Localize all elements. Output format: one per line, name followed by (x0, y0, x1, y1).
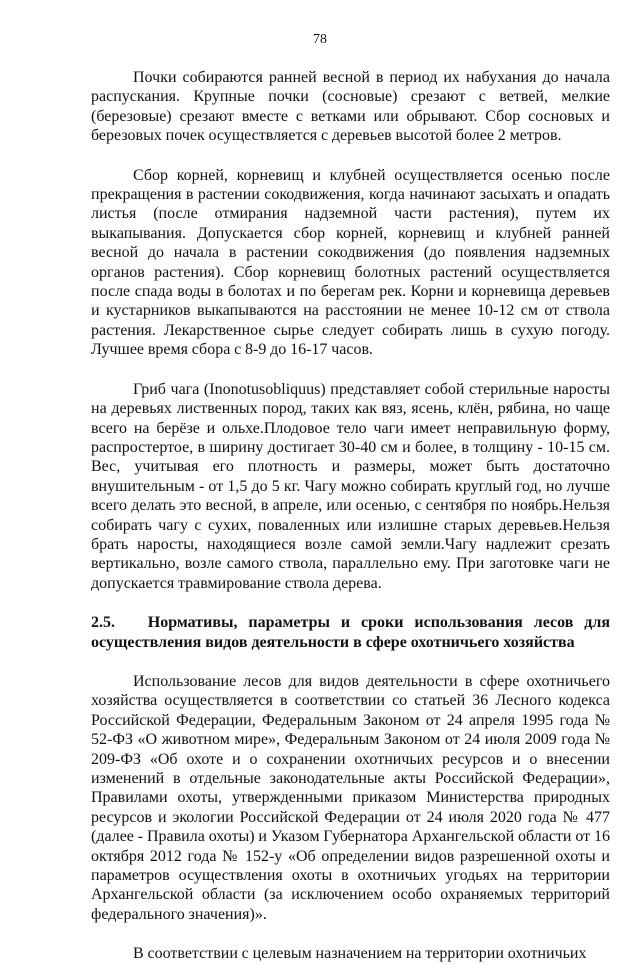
paragraph-hunting-legislation: Использование лесов для видов деятельности в сфере охотничьего хозяйства осуществляется в соответствии со статьей 36 Лесного кодекса Российской Федерации, Федеральным Законом от 24 апреля 1995 года № 52-ФЗ «О животном мире», Федеральным Законом от 24 июля 2009 года № 209-ФЗ «Об охоте и о сохранении охотничьих ресурсов и о внесении изменений в отдельные законодательные акты Российской Федерации», Правилами охоты, утвержденными приказом Министерства природных ресурсов и экологии Российской Федерации от 24 июля 2020 года № 477 (далее - Правила охоты) и Указом Губернатора Архангельской области от 16 октября 2012 года № 152-у «Об определении видов разрешенной охоты и параметров осуществления охоты в охотничьих угодьях на территории Архангельской области (за исключением особо охраняемых территорий федерального значения)». (91, 672, 610, 923)
section-heading (91, 613, 610, 652)
paragraph-chaga-collection: Гриб чага (Inonotusobliquus) представляет собой стерильные наросты на деревьях лиственных пород, таких как вяз, ясень, клён, рябина, но чаще всего на берёзе и ольхе.Плодовое тело чаги имеет неправильную форму, распростертое, в ширину достигает 30-40 см и более, в толщину - 10-15 см. Вес, учитывая его плотность и размеры, может быть достаточно внушительным - от 1,5 до 5 кг. Чагу можно собирать круглый год, но лучше всего делать это весной, в апреле, или осенью, с сентября по ноябрь.Нельзя собирать чагу с сухих, поваленных или излишне старых деревьев.Нельзя брать наросты, находящиеся возле самой земли.Чагу надлежит срезать вертикально, возле самого ствола, параллельно ему. При заготовке чаги не допускается травмирование ствола дерева. (91, 380, 610, 592)
section-title: Нормативы, параметры и сроки использования лесов для осуществления видов деятельности в сфере охотничьего хозяйства (91, 614, 611, 651)
section-number: 2.5. (91, 614, 115, 632)
paragraph-buds-collection: Почки собираются ранней весной в период их набухания до начала распускания. Крупные почки (сосновые) срезают с ветвей, мелкие (березовые) срезают вместе с ветками или обрывают. Сбор сосновых и березовых почек осуществляется с деревьев высотой более 2 метров. (91, 69, 610, 145)
paragraph-hunting-purpose: В соответствии с целевым назначением на территории охотничьих (133, 945, 587, 963)
paragraph-roots-collection: Сбор корней, корневищ и клубней осуществляется осенью после прекращения в растении сокодвижения, когда начинают засыхать и опадать листья (после отмирания надземной части растения), путем их выкапывания. Допускается сбор корней, корневищ и клубней ранней весной до начала в растении сокодвижения (до появления надземных органов растения). Сбор корневищ болотных растений осуществляется после спада воды в болотах и по берегам рек. Корни и корневища деревьев и кустарников выкапываются на расстоянии не менее 10-12 см от ствола растения. Лекарственное сырье следует собирать лишь в сухую погоду. Лучшее время сбора с 8-9 до 16-17 часов. (91, 166, 610, 359)
page-number: 78 (313, 32, 327, 47)
document-body (91, 68, 610, 964)
